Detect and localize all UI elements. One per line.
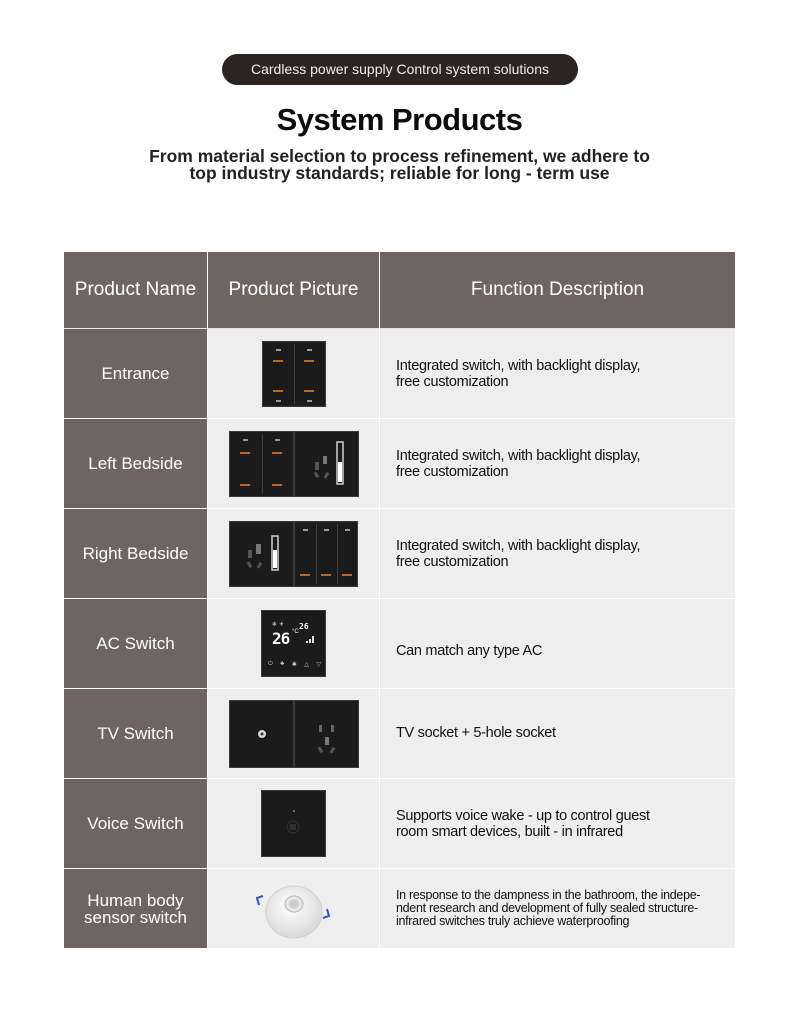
header-product-picture: Product Picture — [208, 252, 379, 329]
description-line: In response to the dampness in the bathroom, the indepe- — [396, 888, 701, 902]
product-name: Entrance — [64, 329, 207, 418]
product-name-line: Human body — [87, 890, 184, 910]
table-row — [64, 869, 735, 948]
table-row — [64, 419, 735, 508]
ac-display — [270, 621, 317, 651]
left-bedside-switch-panel — [229, 431, 294, 497]
product-picture-cell — [208, 509, 379, 598]
socket-icon — [295, 701, 358, 767]
product-description — [380, 509, 735, 598]
entrance-switch-panel — [262, 341, 326, 407]
description-line: Integrated switch, with backlight display, — [396, 357, 641, 374]
ac-temperature: 26 — [272, 629, 290, 648]
voice-switch-panel — [261, 790, 326, 857]
description-line: ndent research and development of fully sealed structure- — [396, 901, 698, 915]
description-line: TV socket + 5-hole socket — [396, 724, 556, 741]
left-bedside-panel-group — [229, 431, 359, 497]
product-name-line: sensor switch — [84, 907, 187, 927]
product-description — [380, 599, 735, 688]
mode-icon[interactable]: ✱ — [291, 662, 297, 668]
snowflake-icon: ❄ ☀ — [272, 622, 285, 628]
five-hole-socket-panel — [294, 700, 359, 768]
description-line: room smart devices, built - in infrared — [396, 823, 623, 840]
socket-icon — [230, 522, 293, 586]
tv-socket-panel — [229, 700, 294, 768]
table-row — [64, 779, 735, 868]
product-description — [380, 869, 735, 948]
left-bedside-socket-panel — [294, 431, 359, 497]
table-row — [64, 329, 735, 418]
table-row — [64, 689, 735, 778]
ac-switch-panel — [261, 610, 326, 677]
motion-sensor-icon — [249, 874, 339, 944]
table-row — [64, 509, 735, 598]
ac-unit: °C — [292, 629, 299, 635]
microphone-grille-icon — [262, 791, 325, 856]
description-line: free customization — [396, 373, 509, 390]
product-description — [380, 329, 735, 418]
tv-switch-panel-group — [229, 700, 359, 768]
header-function-description: Function Description — [380, 252, 735, 329]
ac-button-row — [268, 661, 321, 668]
description-line: infrared switches truly achieve waterproofing — [396, 914, 630, 928]
product-name: Left Bedside — [64, 419, 207, 508]
product-picture-cell — [208, 599, 379, 688]
description-line: free customization — [396, 553, 509, 570]
product-name: AC Switch — [64, 599, 207, 688]
right-bedside-panel-group — [229, 521, 358, 587]
right-bedside-socket-panel — [229, 521, 294, 587]
fan-icon[interactable]: ♣ — [280, 661, 285, 667]
subtitle-line-2: top industry standards; reliable for long - term use — [189, 163, 610, 183]
description-line: Integrated switch, with backlight display, — [396, 537, 641, 554]
banner-pill: Cardless power supply Control system solutions — [222, 54, 578, 85]
page-title: System Products — [276, 102, 523, 137]
description-line: Supports voice wake - up to control guest — [396, 807, 650, 824]
signal-bars-icon — [306, 635, 315, 643]
up-arrow-icon[interactable]: △ — [304, 662, 309, 668]
socket-icon — [295, 432, 358, 496]
description-line: free customization — [396, 463, 509, 480]
product-picture-cell — [208, 869, 379, 948]
power-icon[interactable]: ⏻ — [268, 661, 273, 667]
header-product-name: Product Name — [64, 252, 207, 329]
product-picture-cell — [208, 419, 379, 508]
down-arrow-icon[interactable]: ▽ — [316, 662, 321, 668]
description-line: Can match any type AC — [396, 642, 543, 659]
product-description — [380, 779, 735, 868]
product-name: Voice Switch — [64, 779, 207, 868]
product-picture-cell — [208, 329, 379, 418]
products-table — [64, 252, 735, 948]
page-subtitle — [100, 148, 699, 182]
product-name: Right Bedside — [64, 509, 207, 598]
coax-socket-icon — [230, 701, 293, 767]
product-description — [380, 689, 735, 778]
product-picture-cell — [208, 779, 379, 868]
ac-fan-readout: 26 — [299, 622, 309, 631]
product-description — [380, 419, 735, 508]
product-name — [64, 869, 207, 948]
product-name: TV Switch — [64, 689, 207, 778]
table-row — [64, 599, 735, 688]
description-line: Integrated switch, with backlight display, — [396, 447, 641, 464]
subtitle-line-1: From material selection to process refinement, we adhere to — [149, 146, 650, 166]
product-picture-cell — [208, 689, 379, 778]
right-bedside-switch-panel — [294, 521, 358, 587]
